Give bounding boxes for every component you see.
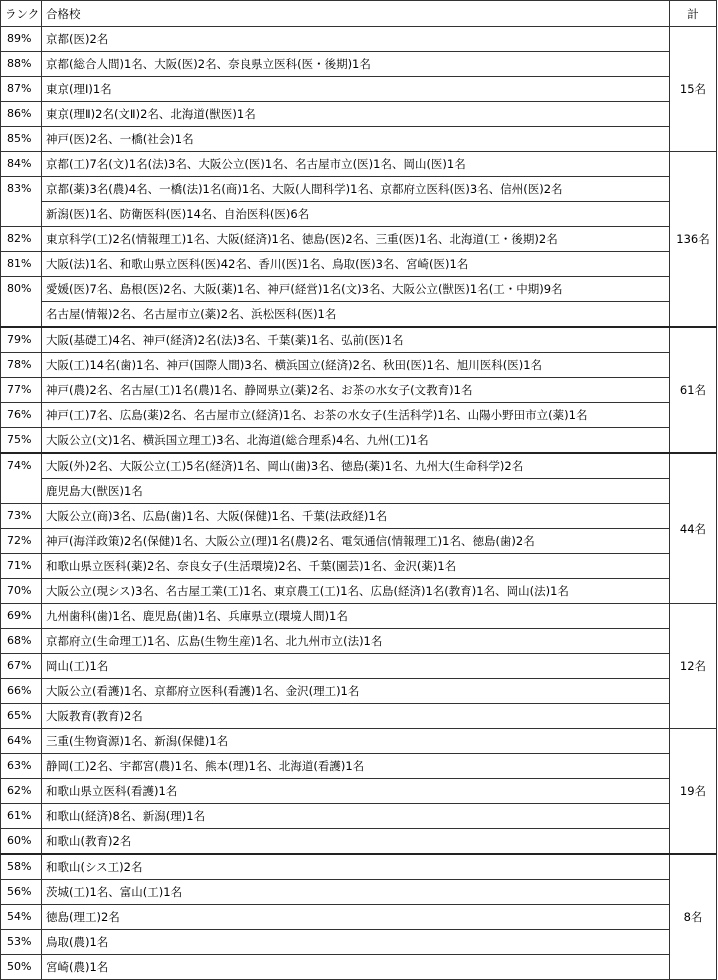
rank-cell: 53% bbox=[1, 930, 42, 955]
group-total-cell: 44名 bbox=[670, 453, 717, 604]
table-row bbox=[1, 202, 717, 227]
rank-cell: 67% bbox=[1, 654, 42, 679]
table-row bbox=[1, 955, 717, 980]
rank-cell: 56% bbox=[1, 880, 42, 905]
rank-cell: 78% bbox=[1, 353, 42, 378]
rank-cell: 79% bbox=[1, 327, 42, 353]
school-cell: 京都(工)7名(文)1名(法)3名、大阪公立(医)1名、名古屋市立(医)1名、岡山(医)1名 bbox=[42, 152, 670, 177]
school-cell: 神戸(医)2名、一橋(社会)1名 bbox=[42, 127, 670, 152]
school-cell: 大阪(外)2名、大阪公立(工)5名(経済)1名、岡山(歯)3名、徳島(薬)1名、九州大(生命科学)2名 bbox=[42, 453, 670, 479]
school-cell: 大阪(法)1名、和歌山県立医科(医)42名、香川(医)1名、鳥取(医)3名、宮崎(医)1名 bbox=[42, 252, 670, 277]
rank-cell: 77% bbox=[1, 378, 42, 403]
table-row bbox=[1, 754, 717, 779]
rank-cell: 65% bbox=[1, 704, 42, 729]
school-cell: 三重(生物資源)1名、新潟(保健)1名 bbox=[42, 729, 670, 754]
rank-cell: 68% bbox=[1, 629, 42, 654]
school-cell: 名古屋(情報)2名、名古屋市立(薬)2名、浜松医科(医)1名 bbox=[42, 302, 670, 328]
school-cell: 大阪(基礎工)4名、神戸(経済)2名(法)3名、千葉(薬)1名、弘前(医)1名 bbox=[42, 327, 670, 353]
table-row bbox=[1, 854, 717, 880]
table-row bbox=[1, 327, 717, 353]
rank-cell bbox=[1, 479, 42, 504]
school-cell: 新潟(医)1名、防衛医科(医)14名、自治医科(医)6名 bbox=[42, 202, 670, 227]
table-row bbox=[1, 779, 717, 804]
table-row bbox=[1, 804, 717, 829]
table-row bbox=[1, 880, 717, 905]
table-row bbox=[1, 479, 717, 504]
rank-cell: 61% bbox=[1, 804, 42, 829]
table-row bbox=[1, 504, 717, 529]
table-row bbox=[1, 629, 717, 654]
table-row bbox=[1, 905, 717, 930]
rank-cell: 80% bbox=[1, 277, 42, 302]
school-cell: 神戸(農)2名、名古屋(工)1名(農)1名、静岡県立(薬)2名、お茶の水女子(文教育)1名 bbox=[42, 378, 670, 403]
table-row bbox=[1, 930, 717, 955]
table-row bbox=[1, 227, 717, 252]
rank-cell: 54% bbox=[1, 905, 42, 930]
table-row bbox=[1, 679, 717, 704]
rank-cell: 64% bbox=[1, 729, 42, 754]
school-cell: 鳥取(農)1名 bbox=[42, 930, 670, 955]
rank-cell: 73% bbox=[1, 504, 42, 529]
school-cell: 東京(理Ⅱ)2名(文Ⅱ)2名、北海道(獣医)1名 bbox=[42, 102, 670, 127]
rank-cell: 70% bbox=[1, 579, 42, 604]
school-cell: 大阪公立(文)1名、横浜国立理工)3名、北海道(総合理系)4名、九州(工)1名 bbox=[42, 428, 670, 454]
table-row bbox=[1, 529, 717, 554]
group-total-cell: 136名 bbox=[670, 152, 717, 328]
school-cell: 神戸(海洋政策)2名(保健)1名、大阪公立(理)1名(農)2名、電気通信(情報理工)1名、徳島(歯)2名 bbox=[42, 529, 670, 554]
school-cell: 東京(理Ⅰ)1名 bbox=[42, 77, 670, 102]
table-body bbox=[1, 27, 717, 980]
rank-cell: 75% bbox=[1, 428, 42, 454]
school-cell: 和歌山(経済)8名、新潟(理)1名 bbox=[42, 804, 670, 829]
rank-cell: 82% bbox=[1, 227, 42, 252]
school-cell: 九州歯科(歯)1名、鹿児島(歯)1名、兵庫県立(環境人間)1名 bbox=[42, 604, 670, 629]
table-row bbox=[1, 353, 717, 378]
table-row bbox=[1, 654, 717, 679]
rank-cell bbox=[1, 202, 42, 227]
table-row bbox=[1, 177, 717, 202]
school-cell: 静岡(工)2名、宇都宮(農)1名、熊本(理)1名、北海道(看護)1名 bbox=[42, 754, 670, 779]
table-row bbox=[1, 152, 717, 177]
rank-cell: 69% bbox=[1, 604, 42, 629]
school-cell: 和歌山県立医科(薬)2名、奈良女子(生活環境)2名、千葉(園芸)1名、金沢(薬)1名 bbox=[42, 554, 670, 579]
school-cell: 大阪教育(教育)2名 bbox=[42, 704, 670, 729]
school-cell: 宮崎(農)1名 bbox=[42, 955, 670, 980]
table-row bbox=[1, 277, 717, 302]
group-total-cell: 15名 bbox=[670, 27, 717, 152]
rank-cell: 74% bbox=[1, 453, 42, 479]
rank-cell: 86% bbox=[1, 102, 42, 127]
header-school: 合格校 bbox=[42, 1, 670, 27]
school-cell: 岡山(工)1名 bbox=[42, 654, 670, 679]
rank-cell: 89% bbox=[1, 27, 42, 52]
table-row bbox=[1, 729, 717, 754]
rank-cell: 62% bbox=[1, 779, 42, 804]
school-cell: 和歌山(シス工)2名 bbox=[42, 854, 670, 880]
school-cell: 京都(医)2名 bbox=[42, 27, 670, 52]
school-cell: 大阪公立(看護)1名、京都府立医科(看護)1名、金沢(理工)1名 bbox=[42, 679, 670, 704]
group-total-cell: 61名 bbox=[670, 327, 717, 453]
table-row bbox=[1, 252, 717, 277]
header-total: 計 bbox=[670, 1, 717, 27]
table-row bbox=[1, 579, 717, 604]
table-row bbox=[1, 378, 717, 403]
table-row bbox=[1, 829, 717, 855]
table-row bbox=[1, 102, 717, 127]
school-cell: 京都府立(生命理工)1名、広島(生物生産)1名、北九州市立(法)1名 bbox=[42, 629, 670, 654]
rank-cell: 63% bbox=[1, 754, 42, 779]
rank-cell: 88% bbox=[1, 52, 42, 77]
rank-cell: 76% bbox=[1, 403, 42, 428]
school-cell: 和歌山県立医科(看護)1名 bbox=[42, 779, 670, 804]
rank-cell: 66% bbox=[1, 679, 42, 704]
table-row bbox=[1, 554, 717, 579]
table-row bbox=[1, 302, 717, 328]
rank-cell: 50% bbox=[1, 955, 42, 980]
table-row bbox=[1, 604, 717, 629]
school-cell: 鹿児島大(獣医)1名 bbox=[42, 479, 670, 504]
school-cell: 京都(総合人間)1名、大阪(医)2名、奈良県立医科(医・後期)1名 bbox=[42, 52, 670, 77]
group-total-cell: 19名 bbox=[670, 729, 717, 855]
header-row bbox=[1, 1, 717, 27]
school-cell: 京都(薬)3名(農)4名、一橋(法)1名(商)1名、大阪(人間科学)1名、京都府立医科(医)3名、信州(医)2名 bbox=[42, 177, 670, 202]
rank-cell: 87% bbox=[1, 77, 42, 102]
table-row bbox=[1, 27, 717, 52]
school-cell: 東京科学(工)2名(情報理工)1名、大阪(経済)1名、徳島(医)2名、三重(医)1名、北海道(工・後期)2名 bbox=[42, 227, 670, 252]
rank-cell: 72% bbox=[1, 529, 42, 554]
header-rank: ランク bbox=[1, 1, 42, 27]
school-cell: 大阪公立(商)3名、広島(歯)1名、大阪(保健)1名、千葉(法政経)1名 bbox=[42, 504, 670, 529]
table-row bbox=[1, 704, 717, 729]
rank-cell: 84% bbox=[1, 152, 42, 177]
table-row bbox=[1, 77, 717, 102]
group-total-cell: 12名 bbox=[670, 604, 717, 729]
school-cell: 茨城(工)1名、富山(工)1名 bbox=[42, 880, 670, 905]
table-row bbox=[1, 52, 717, 77]
school-cell: 愛媛(医)7名、島根(医)2名、大阪(薬)1名、神戸(経営)1名(文)3名、大阪公立(獣医)1名(工・中期)9名 bbox=[42, 277, 670, 302]
rank-cell: 58% bbox=[1, 854, 42, 880]
school-cell: 神戸(工)7名、広島(薬)2名、名古屋市立(経済)1名、お茶の水女子(生活科学)1名、山陽小野田市立(薬)1名 bbox=[42, 403, 670, 428]
school-cell: 大阪公立(現シス)3名、名古屋工業(工)1名、東京農工(工)1名、広島(経済)1名(教育)1名、岡山(法)1名 bbox=[42, 579, 670, 604]
table-row bbox=[1, 127, 717, 152]
rank-cell: 85% bbox=[1, 127, 42, 152]
school-cell: 和歌山(教育)2名 bbox=[42, 829, 670, 855]
table-row bbox=[1, 428, 717, 454]
rank-cell: 71% bbox=[1, 554, 42, 579]
rank-cell bbox=[1, 302, 42, 328]
table-row bbox=[1, 453, 717, 479]
rank-cell: 60% bbox=[1, 829, 42, 855]
school-cell: 徳島(理工)2名 bbox=[42, 905, 670, 930]
group-total-cell: 8名 bbox=[670, 854, 717, 980]
table-row bbox=[1, 403, 717, 428]
rank-cell: 83% bbox=[1, 177, 42, 202]
school-cell: 大阪(工)14名(歯)1名、神戸(国際人間)3名、横浜国立(経済)2名、秋田(医)1名、旭川医科(医)1名 bbox=[42, 353, 670, 378]
rank-cell: 81% bbox=[1, 252, 42, 277]
